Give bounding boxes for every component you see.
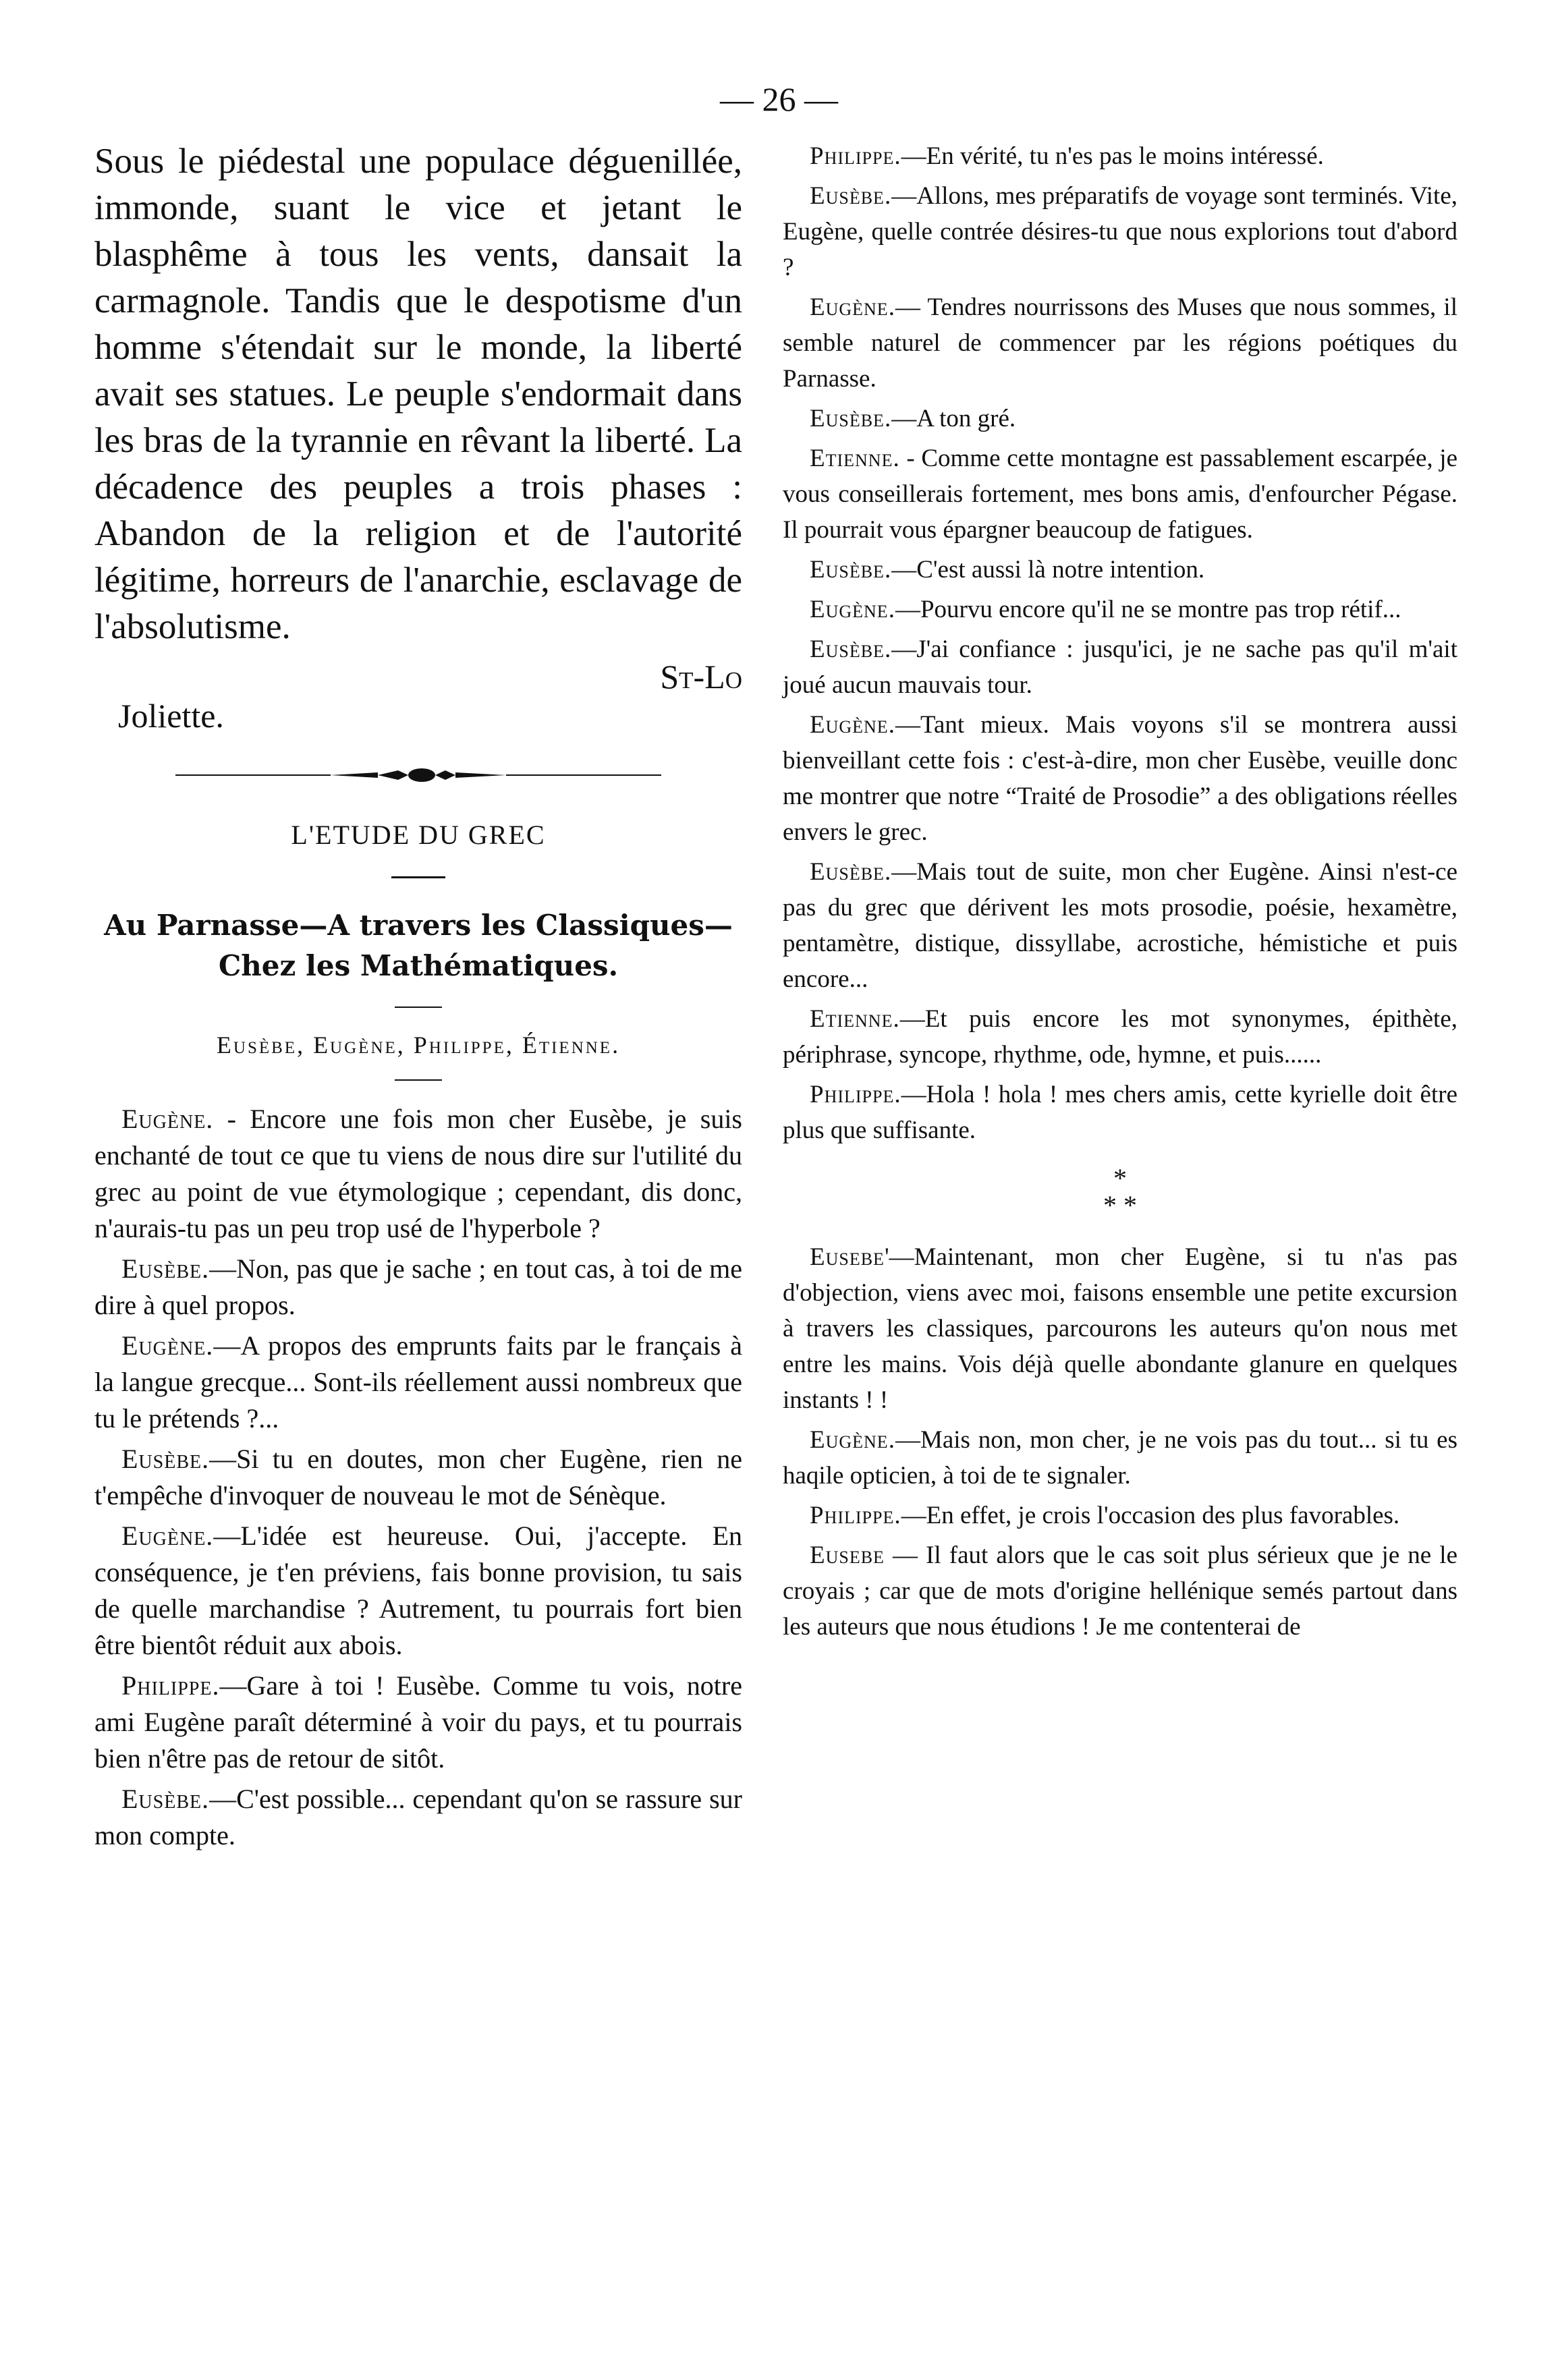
right-column	[783, 138, 1457, 1649]
characters-rule	[395, 1079, 442, 1081]
line-text: —Hola ! hola ! mes chers amis, cette kyrielle doit être plus que suffisante.	[783, 1081, 1457, 1144]
dialogue-line	[783, 854, 1457, 997]
speaker: Eusèbe.	[810, 182, 892, 210]
dialogue-line	[783, 1422, 1457, 1494]
line-text: '—Maintenant, mon cher Eugène, si tu n'as pas d'objection, viens avec moi, faisons ensemble une petite excursion à travers les classiques, parcourons les auteurs qu'on nous met entre les mains. Vois déjà quelle abondante glanure en quelques instants ! !	[783, 1243, 1457, 1414]
line-text: —Si tu en doutes, mon cher Eugène, rien ne t'empêche d'invoquer de nouveau le mot de Sénèque.	[94, 1444, 742, 1510]
line-text: —A propos des emprunts faits par le français à la langue grecque... Sont-ils réellement aussi nombreux que tu le prétends ?...	[94, 1330, 742, 1434]
speaker: Eusèbe.	[810, 556, 892, 584]
dialogue-line	[783, 1537, 1457, 1645]
title-rule	[391, 876, 445, 878]
characters-list: Eusèbe, Eugène, Philippe, Étienne.	[216, 1031, 621, 1058]
dialogue-line	[783, 289, 1457, 397]
speaker: Etienne.	[810, 1005, 900, 1033]
line-text: —Pourvu encore qu'il ne se montre pas trop rétif...	[895, 596, 1401, 623]
line-text: —J'ai confiance : jusqu'ici, je ne sache pas qu'il m'ait joué aucun mauvais tour.	[783, 635, 1457, 699]
speaker: Etienne.	[810, 445, 900, 472]
speaker: Eusebe	[810, 1541, 885, 1569]
line-text: —Allons, mes préparatifs de voyage sont terminés. Vite, Eugène, quelle contrée désires-tu que nous explorions tout d'abord ?	[783, 182, 1457, 281]
dialogue-line	[783, 401, 1457, 436]
headline-line-1: Au Parnasse—A travers les Classiques—	[104, 909, 733, 942]
signature-block	[94, 657, 742, 745]
dialogue-line	[783, 592, 1457, 627]
line-text: —Mais non, mon cher, je ne vois pas du tout... si tu es haqile opticien, à toi de te signaler.	[783, 1426, 1457, 1490]
article-headline	[94, 905, 742, 986]
dialogue-line	[94, 1251, 742, 1324]
headline-rule	[395, 1007, 442, 1008]
dialogue-line	[94, 1441, 742, 1514]
speaker: Philippe.	[810, 1502, 901, 1529]
speaker: Eusebe	[810, 1243, 885, 1271]
dialogue-line	[783, 1498, 1457, 1533]
dialogue-line	[94, 1781, 742, 1854]
speaker: Eusèbe.	[810, 635, 892, 663]
dialogue-line	[783, 138, 1457, 174]
speaker: Eusèbe.	[810, 405, 892, 432]
asterism-divider	[783, 1165, 1457, 1219]
speaker: Eusèbe.	[810, 858, 892, 886]
speaker: Eugène.	[121, 1521, 214, 1551]
asterism-bottom: * *	[1103, 1190, 1137, 1220]
dialogue-line	[94, 1518, 742, 1664]
dialogue-line	[783, 1239, 1457, 1418]
speaker: Eusèbe.	[121, 1444, 210, 1474]
asterism-top: *	[1113, 1163, 1127, 1193]
line-text: —Tant mieux. Mais voyons s'il se montrera aussi bienveillant cette fois : c'est-à-dire, mon cher Eusèbe, veuille donc me montrer que notre “Traité de Prosodie” a des obligations réelles envers le grec.	[783, 711, 1457, 846]
line-text: —C'est aussi là notre intention.	[891, 556, 1205, 584]
page-number: — 26 —	[720, 80, 838, 118]
line-text: - Encore une fois mon cher Eusèbe, je suis enchanté de tout ce que tu viens de nous dire sur l'utilité du grec au point de vue étymologique ; cependant, dis donc, n'aurais-tu pas un peu trop usé de l'hyperbole ?	[94, 1104, 742, 1243]
dialogue-line	[783, 552, 1457, 588]
speaker: Eugène.	[121, 1104, 214, 1134]
speaker: Philippe.	[121, 1670, 220, 1701]
signature-place: Joliette.	[118, 697, 224, 735]
line-text: —Mais tout de suite, mon cher Eugène. Ainsi n'est-ce pas du grec que dérivent les mots prosodie, poésie, hexamètre, pentamètre, distique, dissyllabe, acrostiche, hémistiche et puis encore...	[783, 858, 1457, 993]
line-text: —En vérité, tu n'es pas le moins intéressé.	[901, 142, 1324, 170]
lead-paragraph: Sous le piédestal une populace déguenillée, immonde, suant le vice et jetant le blasphême à tous les vents, dansait la carmagnole. Tandis que le despotisme d'un homme s'étendait sur le monde, la liberté avait ses statues. Le peuple s'endormait dans les bras de la tyrannie en rêvant la liberté. La décadence des peuples a trois phases : Abandon de la religion et de l'autorité légitime, horreurs de l'anarchie, esclavage de l'absolutisme.	[94, 142, 742, 646]
dialogue-line	[783, 1077, 1457, 1148]
line-text: —En effet, je crois l'occasion des plus favorables.	[901, 1502, 1400, 1529]
dialogue-line	[783, 1001, 1457, 1073]
line-text: —C'est possible... cependant qu'on se rassure sur mon compte.	[94, 1784, 742, 1850]
left-column	[94, 138, 742, 1858]
speaker: Philippe.	[810, 142, 901, 170]
line-text: - Comme cette montagne est passablement escarpée, je vous conseillerais fortement, mes bons amis, d'enfourcher Pégase. Il pourrait vous épargner beaucoup de fatigues.	[783, 445, 1457, 544]
dialogue-line	[783, 441, 1457, 548]
speaker: Philippe.	[810, 1081, 901, 1108]
line-text: — Tendres nourrissons des Muses que nous sommes, il semble naturel de commencer par les régions poétiques du Parnasse.	[783, 293, 1457, 393]
left-dialogue	[94, 1101, 742, 1854]
dialogue-line	[783, 178, 1457, 285]
speaker: Eugène.	[810, 293, 895, 321]
section-title: L'ETUDE DU GREC	[291, 820, 546, 850]
line-text: —Gare à toi ! Eusèbe. Comme tu vois, notre ami Eugène paraît déterminé à voir du pays, et tu pourrais bien n'être pas de retour de sitôt.	[94, 1670, 742, 1774]
line-text: —Non, pas que je sache ; en tout cas, à toi de me dire à quel propos.	[94, 1253, 742, 1320]
speaker: Eugène.	[810, 596, 895, 623]
speaker: Eusèbe.	[121, 1784, 210, 1814]
line-text: —Et puis encore les mot synonymes, épithète, périphrase, syncope, rhythme, ode, hymne, et puis......	[783, 1005, 1457, 1069]
dialogue-line	[94, 1328, 742, 1437]
speaker: Eusèbe.	[121, 1253, 210, 1284]
dialogue-line	[94, 1101, 742, 1247]
line-text: — Il faut alors que le cas soit plus sérieux que je ne le croyais ; car que de mots d'origine hellénique semés partout dans les auteurs que nous étudions ! Je me contenterai de	[783, 1541, 1457, 1641]
dialogue-line	[94, 1668, 742, 1777]
ornament-divider	[175, 765, 661, 785]
speaker: Eugène.	[121, 1330, 214, 1361]
signature-author: St-Lo	[660, 658, 742, 696]
dialogue-line	[783, 707, 1457, 850]
headline-line-2: Chez les Mathématiques.	[218, 949, 619, 982]
speaker: Eugène.	[810, 711, 895, 739]
speaker: Eugène.	[810, 1426, 895, 1454]
line-text: —A ton gré.	[891, 405, 1016, 432]
line-text: —L'idée est heureuse. Oui, j'accepte. En conséquence, je t'en préviens, fais bonne provision, tu sais de quelle marchandise ? Autrement, tu pourrais fort bien être bientôt réduit aux abois.	[94, 1521, 742, 1660]
dialogue-line	[783, 631, 1457, 703]
